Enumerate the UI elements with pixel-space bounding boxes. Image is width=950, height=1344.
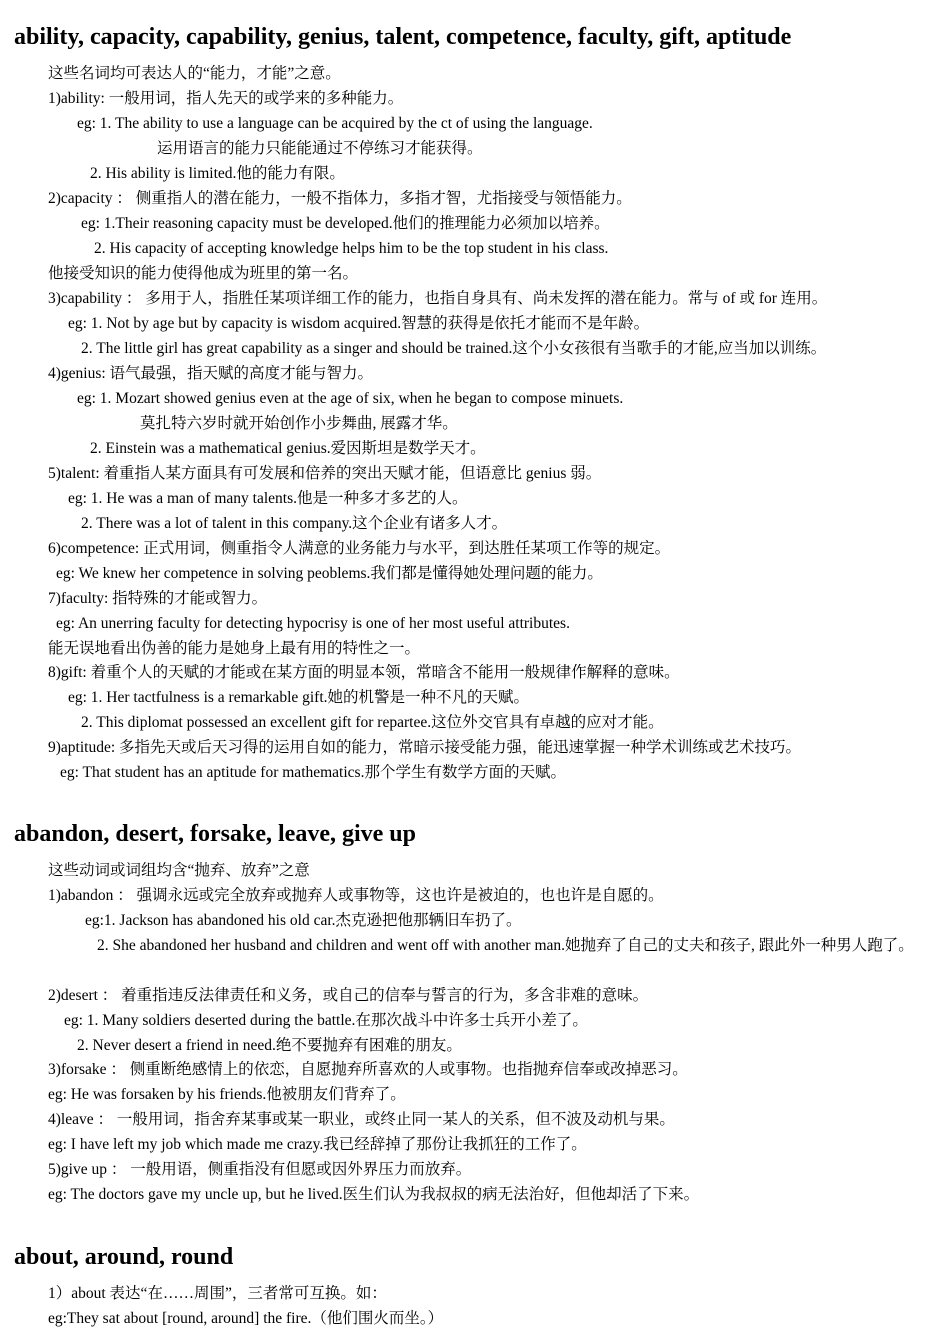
text-line: 2)capacity ： 侧重指人的潜在能力，一般不指体力，多指才智，尤指接受与领悟能力。 [48,190,632,207]
text-line: eg: 1. Mozart showed genius even at the age of six, when he began to compose minuets. [77,390,624,407]
text-line: 2. Einstein was a mathematical genius.爱因斯坦是数学天才。 [90,440,486,457]
text-line: 这些动词或词组均含“抛弃、放弃”之意 [48,862,310,879]
text-line: eg: We knew her competence in solving peoblems.我们都是懂得她处理问题的能力。 [56,565,603,582]
section-heading: ability, capacity, capability, genius, talent, competence, faculty, gift, aptitude [14,24,792,50]
text-line: 2. This diplomat possessed an excellent gift for repartee.这位外交官具有卓越的应对才能。 [81,714,664,731]
text-line: 莫扎特六岁时就开始创作小步舞曲, 展露才华。 [140,415,458,432]
text-line: 8)gift: 着重个人的天赋的才能或在某方面的明显本领，常暗含不能用一般规律作解释的意味。 [48,664,680,681]
text-line: 9)aptitude: 多指先天或后天习得的运用自如的能力，常暗示接受能力强，能迅速掌握一种学术训练或艺术技巧。 [48,739,802,756]
text-line: eg: 1. The ability to use a language can be acquired by the ct of using the language. [77,115,593,132]
text-line: 2. She abandoned her husband and children and went off with another man.她抛弃了自己的丈夫和孩子, 跟此外一种男人跑了。 [97,937,914,954]
text-line: 1）about 表达“在……周围”，三者常可互换。如： [48,1285,387,1302]
text-line: 3)capability ： 多用于人，指胜任某项详细工作的能力，也指自身具有、尚未发挥的潜在能力。常与 of 或 for 连用。 [48,290,828,307]
section-heading: abandon, desert, forsake, leave, give up [14,821,416,847]
text-line: eg: I have left my job which made me crazy.我已经辞掉了那份让我抓狂的工作了。 [48,1136,587,1153]
text-line: 5)give up ： 一般用语，侧重指没有但愿或因外界压力而放弃。 [48,1161,472,1178]
text-line: eg: 1. Many soldiers deserted during the battle.在那次战斗中许多士兵开小差了。 [64,1012,588,1029]
text-line: 能无误地看出伪善的能力是她身上最有用的特性之一。 [48,640,421,657]
text-line: 7)faculty: 指特殊的才能或智力。 [48,590,268,607]
text-line: eg: He was forsaken by his friends.他被朋友们背弃了。 [48,1086,406,1103]
text-line: eg: 1. Her tactfulness is a remarkable gift.她的机警是一种不凡的天赋。 [68,689,530,706]
text-line: 1)abandon ： 强调永远或完全放弃或抛弃人或事物等，这也许是被迫的，也也许是自愿的。 [48,887,664,904]
text-line: eg:They sat about [round, around] the fire.（他们围火而坐。） [48,1310,444,1327]
text-line: 2. The little girl has great capability as a singer and should be trained.这个小女孩很有当歌手的才能,应当加以训练。 [81,340,827,357]
text-line: 4)leave ： 一般用词，指舍弃某事或某一职业，或终止同一某人的关系，但不波及动机与果。 [48,1111,675,1128]
text-line: 2)desert ： 着重指违反法律责任和义务，或自己的信奉与誓言的行为，多含非难的意味。 [48,987,649,1004]
text-line: 2. Never desert a friend in need.绝不要抛弃有困难的朋友。 [77,1037,462,1054]
text-line: eg: 1. Not by age but by capacity is wisdom acquired.智慧的获得是依托才能而不是年龄。 [68,315,650,332]
text-line: eg: 1.Their reasoning capacity must be developed.他们的推理能力必须加以培养。 [81,215,610,232]
text-line: 1)ability: 一般用词，指人先天的或学来的多种能力。 [48,90,404,107]
section-heading: about, around, round [14,1244,234,1270]
text-line: eg: An unerring faculty for detecting hypocrisy is one of her most useful attributes. [56,615,570,632]
text-line: 3)forsake ： 侧重断绝感情上的依恋，自愿抛弃所喜欢的人或事物。也指抛弃信奉或改掉恶习。 [48,1061,688,1078]
text-line: 2. His capacity of accepting knowledge helps him to be the top student in his class. [94,240,609,257]
text-line: 这些名词均可表达人的“能力，才能”之意。 [48,65,341,82]
text-line: 5)talent: 着重指人某方面具有可发展和倍养的突出天赋才能，但语意比 genius 弱。 [48,465,602,482]
text-line: 他接受知识的能力使得他成为班里的第一名。 [48,265,359,282]
text-line: eg:1. Jackson has abandoned his old car.杰克逊把他那辆旧车扔了。 [85,912,522,929]
text-line: 2. His ability is limited.他的能力有限。 [90,165,345,182]
text-line: 4)genius: 语气最强，指天赋的高度才能与智力。 [48,365,374,382]
text-line: eg: The doctors gave my uncle up, but he lived.医生们认为我叔叔的病无法治好，但他却活了下来。 [48,1186,700,1203]
text-line: 6)competence: 正式用词，侧重指令人满意的业务能力与水平，到达胜任某项工作等的规定。 [48,540,671,557]
text-line: 2. There was a lot of talent in this company.这个企业有诸多人才。 [81,515,508,532]
text-line: 运用语言的能力只能能通过不停练习才能获得。 [157,140,483,157]
text-line: eg: That student has an aptitude for mathematics.那个学生有数学方面的天赋。 [60,764,566,781]
text-line: eg: 1. He was a man of many talents.他是一种多才多艺的人。 [68,490,468,507]
